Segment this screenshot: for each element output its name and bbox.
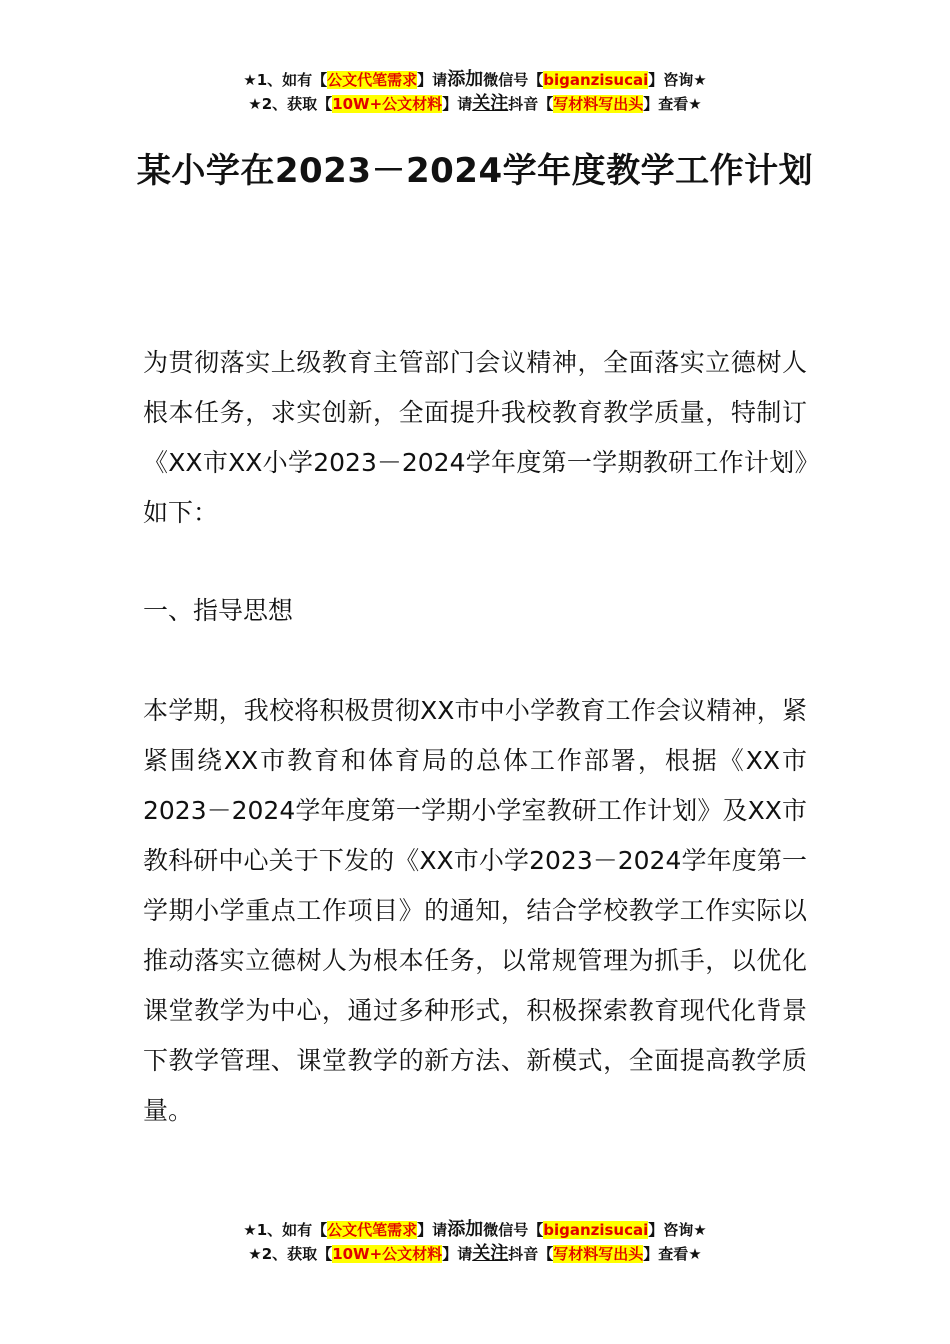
promo-highlight: 10W+公文材料 — [332, 95, 443, 113]
document-title: 某小学在2023－2024学年度教学工作计划 — [136, 151, 814, 191]
promo-text: 】查看★ — [643, 95, 702, 113]
section-heading-block — [143, 586, 807, 636]
promo-highlight: 写材料写出头 — [553, 1245, 644, 1263]
promo-text: 微信号【 — [483, 71, 544, 89]
promo-line-2 — [0, 92, 950, 116]
promo-emphasis: 关注 — [472, 93, 509, 114]
promo-text: 】请 — [417, 1221, 448, 1239]
promo-text: 】请 — [442, 95, 473, 113]
promo-text: 抖音【 — [508, 1245, 554, 1263]
promo-line-2 — [0, 1242, 950, 1266]
promo-emphasis: 关注 — [472, 1243, 509, 1264]
promo-text: 】咨询★ — [648, 71, 707, 89]
promo-highlight: 写材料写出头 — [553, 95, 644, 113]
promo-highlight: biganzisucai — [543, 1221, 649, 1239]
promo-emphasis: 添加 — [447, 69, 484, 90]
promo-text: 】请 — [442, 1245, 473, 1263]
intro-paragraph-block — [143, 338, 807, 538]
section-body-block — [143, 686, 807, 1136]
footer-promo-banner — [0, 1218, 950, 1266]
section-body-paragraph: 本学期，我校将积极贯彻XX市中小学教育工作会议精神，紧紧围绕XX市教育和体育局的总体工作部署，根据《XX市2023－2024学年度第一学期小学室教研工作计划》及XX市教科研中心关于下发的《XX市小学2023－2024学年度第一学期小学重点工作项目》的通知，结合学校教学工作实际以推动落实立德树人为根本任务，以常规管理为抓手，以优化课堂教学为中心，通过多种形式，积极探索教育现代化背景下教学管理、课堂教学的新方法、新模式，全面提高教学质量。 — [143, 696, 807, 1125]
promo-text: 微信号【 — [483, 1221, 544, 1239]
promo-line-1 — [0, 1218, 950, 1242]
promo-text: 】咨询★ — [648, 1221, 707, 1239]
promo-highlight: 10W+公文材料 — [332, 1245, 443, 1263]
promo-text: ★1、如有【 — [243, 71, 328, 89]
promo-text: 】请 — [417, 71, 448, 89]
promo-emphasis: 添加 — [447, 1219, 484, 1240]
promo-line-1 — [0, 68, 950, 92]
promo-text: 抖音【 — [508, 95, 554, 113]
promo-highlight: 公文代笔需求 — [327, 1221, 418, 1239]
section-heading: 一、指导思想 — [143, 596, 294, 625]
promo-text: 】查看★ — [643, 1245, 702, 1263]
intro-paragraph: 为贯彻落实上级教育主管部门会议精神，全面落实立德树人根本任务，求实创新，全面提升我校教育教学质量，特制订《XX市XX小学2023－2024学年度第一学期教研工作计划》如下： — [143, 348, 807, 527]
header-promo-banner — [0, 68, 950, 116]
promo-text: ★2、获取【 — [248, 95, 333, 113]
promo-highlight: 公文代笔需求 — [327, 71, 418, 89]
promo-text: ★1、如有【 — [243, 1221, 328, 1239]
promo-highlight: biganzisucai — [543, 71, 649, 89]
promo-text: ★2、获取【 — [248, 1245, 333, 1263]
